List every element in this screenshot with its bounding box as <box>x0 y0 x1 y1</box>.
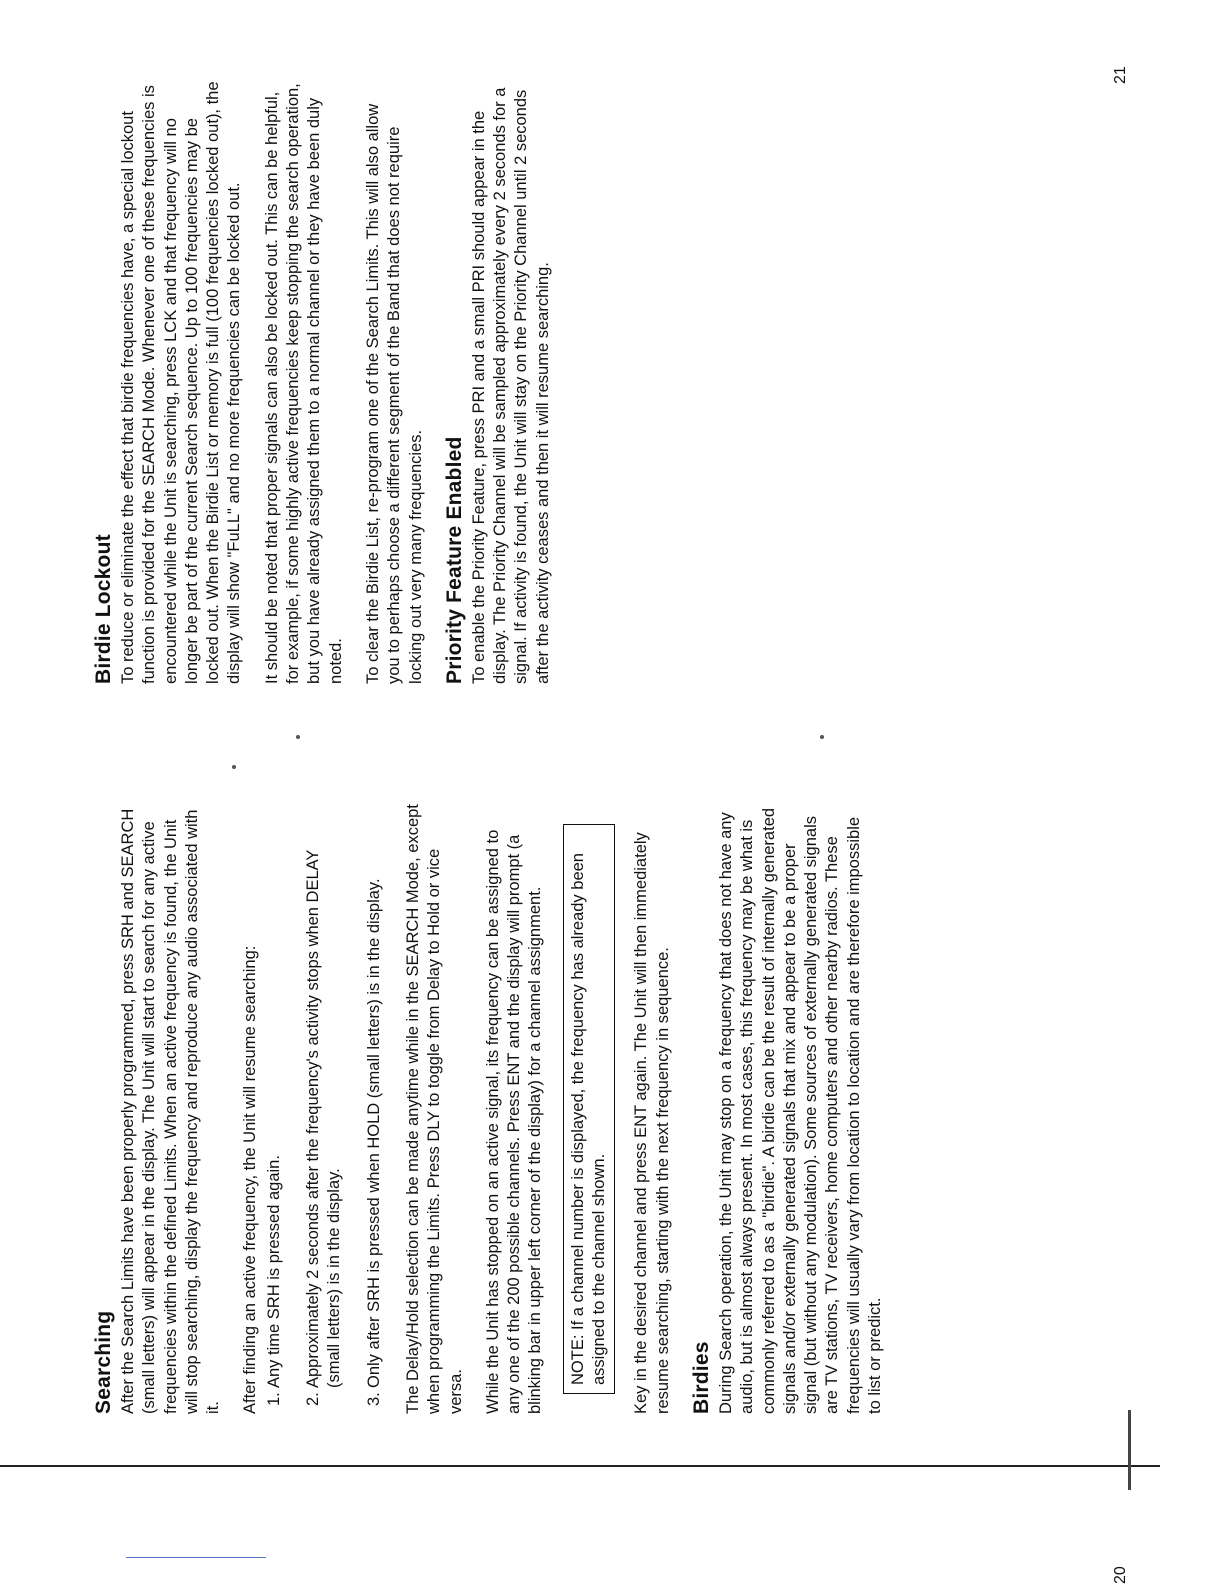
page-number-right: 21 <box>1112 66 1129 84</box>
note-box: NOTE: If a channel number is displayed, the frequency has already been assigned to the channel shown. <box>563 824 616 1394</box>
priority-paragraph: To enable the Priority Feature, press PRI and a small PRI should appear in the display. The Priority Channel will be sampled approximately every 2 seconds for a signal. If activity is found, the Unit will stay on the Priority Channel until 2 seconds after the activity ceases and then it will resume searching. <box>469 87 552 684</box>
scan-edge-line <box>0 1465 1160 1467</box>
list-item-text: Only after SRH is pressed when HOLD (small letters) is in the display. <box>364 878 383 1388</box>
list-item <box>303 804 346 1414</box>
resume-intro: After finding an active frequency, the Unit will resume searching: <box>241 945 260 1414</box>
list-item-number: 2. <box>304 1392 323 1406</box>
right-page <box>0 74 1224 684</box>
scan-speck <box>820 735 824 739</box>
list-item <box>364 804 385 1414</box>
priority-heading: Priority Feature Enabled <box>442 436 466 684</box>
birdie-lockout-paragraph-2: It should be noted that proper signals can also be locked out. This can be helpful, for example, if some highly active frequencies keep stopping the search operation, but you have already assigned them to a normal channel or they have been duly noted. <box>262 83 345 684</box>
page-number-left: 20 <box>1112 1566 1129 1584</box>
scan-bottom-line <box>126 1557 266 1558</box>
scan-speck <box>296 735 300 739</box>
birdie-lockout-paragraph-1: To reduce or eliminate the effect that birdie frequencies have, a special lockout function is provided for the SEARCH Mode. Whenever one of these frequencies is encountered while the Unit is searching, press LCK and that frequency will no longer be part of the current Search sequence. Up to 100 frequencies may be locked out. When the Birdie List or memory is full (100 frequencies locked out), the display will show "FuLL" and no more frequencies can be locked out. <box>119 81 244 684</box>
searching-heading: Searching <box>92 1310 115 1414</box>
list-item-text: Any time SRH is pressed again. <box>264 1155 283 1388</box>
list-item-text: Approximately 2 seconds after the frequency's activity stops when DELAY (small letters) is in the display. <box>304 849 344 1388</box>
list-item-number: 3. <box>364 1392 383 1406</box>
list-item <box>264 804 285 1414</box>
birdies-paragraph: During Search operation, the Unit may stop on a frequency that does not have any audio, but is almost always present. In most cases, this frequency may be what is commonly referred to as a "birdie". A birdie can be the result of internally generated signals and/or externally generated signals that mix and appear to be a proper signal (but without any modulation). Some sources of externally generated signals are TV stations, TV receivers, home computers and other nearby radios. These frequencies will usually vary from location to location and are therefore impossible to list or predict. <box>716 807 885 1414</box>
birdies-heading: Birdies <box>689 1341 713 1414</box>
list-item-number: 1. <box>264 1392 283 1406</box>
resume-list <box>264 804 385 1414</box>
birdie-lockout-heading: Birdie Lockout <box>92 534 115 684</box>
left-page <box>0 804 1224 1414</box>
searching-intro: After the Search Limits have been properly programmed, press SRH and SEARCH (small letters) will appear in the display. The Unit will start to search for any active frequencies within the defined Limits. When an active frequency is found, the Unit will stop searching, display the frequency and reproduce any audio associated with it. <box>119 808 223 1414</box>
scan-edge-mark <box>1128 1410 1131 1490</box>
key-in-paragraph: Key in the desired channel and press ENT again. The Unit will then immediately resume searching, starting with the next frequency in sequence. <box>632 832 672 1414</box>
delay-hold-paragraph: The Delay/Hold selection can be made anytime while in the SEARCH Mode, except when programming the Limits. Press DLY to toggle from Delay to Hold or vice versa. <box>403 804 465 1414</box>
scan-speck <box>232 765 236 769</box>
assign-paragraph: While the Unit has stopped on an active signal, its frequency can be assigned to any one of the 200 possible channels. Press ENT and the display will prompt (a blinking bar in upper left corner of the display) for a channel assignment. <box>483 829 545 1414</box>
birdie-lockout-paragraph-3: To clear the Birdie List, re-program one of the Search Limits. This will also allow you to perhaps choose a different segment of the Band that does not require locking out very many frequencies. <box>363 103 425 684</box>
